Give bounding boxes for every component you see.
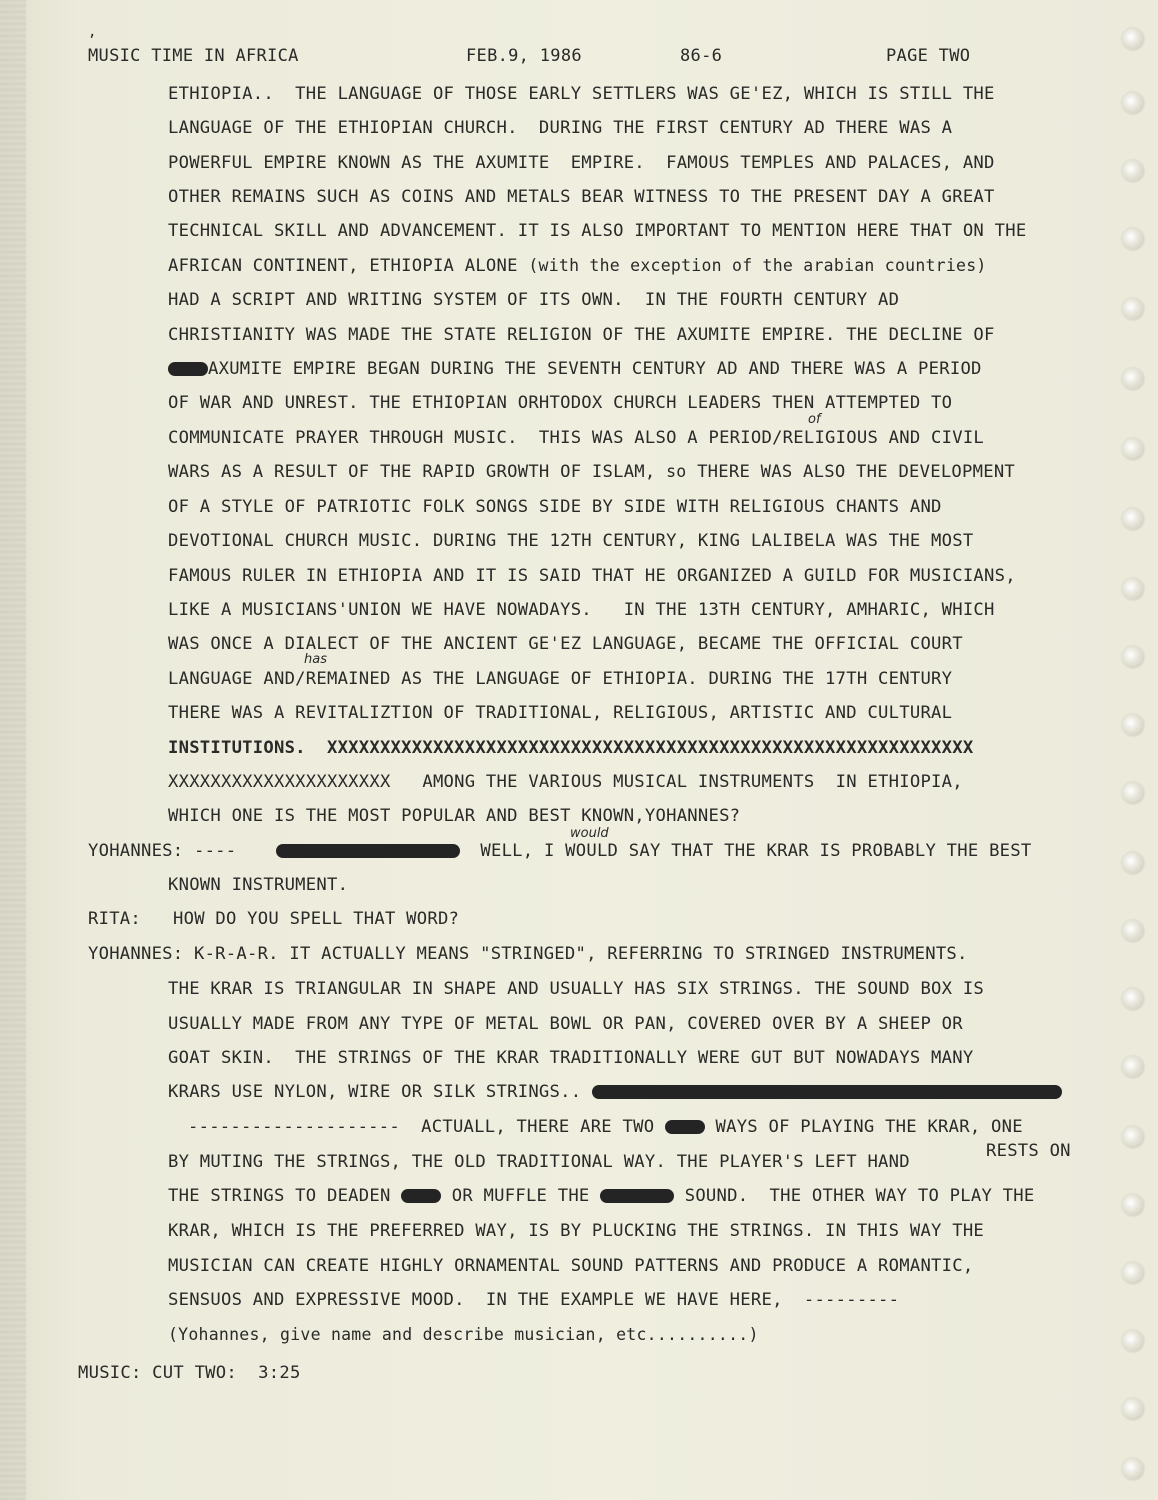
text-line [168, 1185, 1034, 1207]
binder-hole [1122, 438, 1144, 460]
binder-hole [1122, 1458, 1144, 1480]
text-line: MUSICIAN CAN CREATE HIGHLY ORNAMENTAL SOUND PATTERNS AND PRODUCE A ROMANTIC, [168, 1256, 974, 1276]
text-line: ETHIOPIA.. THE LANGUAGE OF THOSE EARLY SETTLERS WAS GE'EZ, WHICH IS STILL THE [168, 84, 995, 104]
redaction-mark [168, 362, 208, 376]
binder-hole [1122, 782, 1144, 804]
dialogue-line [88, 840, 1031, 862]
episode-number: 86-6 [680, 46, 723, 66]
text-segment: SOUND. THE OTHER WAY TO PLAY THE [674, 1186, 1035, 1206]
binder-hole [1122, 920, 1144, 942]
text-segment: WARS AS A RESULT OF THE RAPID GROWTH OF ISLAM, [168, 462, 667, 482]
page-number: PAGE TWO [886, 46, 971, 66]
binder-holes [1122, 22, 1146, 1482]
dialogue-text: WELL, I WOULD SAY THAT THE KRAR IS PROBABLY THE BEST [480, 841, 1032, 861]
music-cue: MUSIC: CUT TWO: 3:25 [78, 1363, 301, 1383]
binder-hole [1122, 646, 1144, 668]
binder-hole [1122, 1330, 1144, 1352]
binder-hole [1122, 988, 1144, 1010]
dialogue-line: YOHANNES: K-R-A-R. IT ACTUALLY MEANS "STRINGED", REFERRING TO STRINGED INSTRUMENTS. [88, 944, 968, 964]
text-segment: THERE WAS ALSO THE DEVELOPMENT [686, 462, 1016, 482]
text-line: FAMOUS RULER IN ETHIOPIA AND IT IS SAID THAT HE ORGANIZED A GUILD FOR MUSICIANS, [168, 566, 1016, 586]
binder-hole [1122, 508, 1144, 530]
text-line: WHICH ONE IS THE MOST POPULAR AND BEST KNOWN,YOHANNES? [168, 806, 741, 826]
text-segment: -------------------- ACTUALL, THERE ARE TWO [188, 1117, 665, 1137]
struck-out-line: INSTITUTIONS. XXXXXXXXXXXXXXXXXXXXXXXXXXXXXXXXXXXXXXXXXXXXXXXXXXXXXXXXXXXXX [168, 738, 974, 758]
text-line: LANGUAGE OF THE ETHIOPIAN CHURCH. DURING THE FIRST CENTURY AD THERE WAS A [168, 118, 953, 138]
text-line: SENSUOS AND EXPRESSIVE MOOD. IN THE EXAMPLE WE HAVE HERE, --------- [168, 1290, 900, 1310]
text-line: THERE WAS A REVITALIZTION OF TRADITIONAL, RELIGIOUS, ARTISTIC AND CULTURAL [168, 703, 953, 723]
text-line: WAS ONCE A DIALECT OF THE ANCIENT GE'EZ LANGUAGE, BECAME THE OFFICIAL COURT [168, 634, 963, 654]
dialogue-text: HOW DO YOU SPELL THAT WORD? [173, 909, 460, 929]
binder-hole [1122, 1126, 1144, 1148]
binder-hole [1122, 578, 1144, 600]
text-line: HAD A SCRIPT AND WRITING SYSTEM OF ITS OWN. IN THE FOURTH CENTURY AD [168, 290, 900, 310]
tick-mark: , [88, 24, 97, 40]
text-line: KRAR, WHICH IS THE PREFERRED WAY, IS BY PLUCKING THE STRINGS. IN THIS WAY THE [168, 1221, 985, 1241]
binder-hole [1122, 298, 1144, 320]
text-line [168, 255, 987, 277]
text-line [168, 461, 1015, 483]
page-header [0, 46, 1158, 72]
text-segment: KRARS USE NYLON, WIRE OR SILK STRINGS.. [168, 1082, 592, 1102]
text-line: KNOWN INSTRUMENT. [168, 875, 349, 895]
binder-hole [1122, 852, 1144, 874]
header-date: FEB.9, 1986 [466, 46, 582, 66]
binder-hole [1122, 1262, 1144, 1284]
binder-hole [1122, 368, 1144, 390]
scanned-left-edge [0, 0, 26, 1500]
text-line: LANGUAGE AND/REMAINED AS THE LANGUAGE OF ETHIOPIA. DURING THE 17TH CENTURY [168, 669, 953, 689]
redaction-mark [600, 1189, 674, 1203]
binder-hole [1122, 1194, 1144, 1216]
text-line: THE KRAR IS TRIANGULAR IN SHAPE AND USUALLY HAS SIX STRINGS. THE SOUND BOX IS [168, 979, 985, 999]
handwritten-insertion: would [570, 826, 609, 841]
text-segment: AFRICAN CONTINENT, ETHIOPIA ALONE [168, 256, 529, 276]
binder-hole [1122, 92, 1144, 114]
text-line [168, 1081, 1062, 1103]
text-line [188, 1116, 1023, 1138]
redaction-mark [276, 844, 460, 858]
text-line: CHRISTIANITY WAS MADE THE STATE RELIGION OF THE AXUMITE EMPIRE. THE DECLINE OF [168, 325, 995, 345]
text-line: XXXXXXXXXXXXXXXXXXXXX AMONG THE VARIOUS MUSICAL INSTRUMENTS IN ETHIOPIA, [168, 772, 963, 792]
text-line: POWERFUL EMPIRE KNOWN AS THE AXUMITE EMPIRE. FAMOUS TEMPLES AND PALACES, AND [168, 153, 995, 173]
text-segment: OR MUFFLE THE [441, 1186, 601, 1206]
text-line: TECHNICAL SKILL AND ADVANCEMENT. IT IS ALSO IMPORTANT TO MENTION HERE THAT ON THE [168, 221, 1027, 241]
binder-hole [1122, 160, 1144, 182]
binder-hole [1122, 714, 1144, 736]
text-line: (Yohannes, give name and describe musician, etc..........) [168, 1325, 759, 1344]
text-line: OF A STYLE OF PATRIOTIC FOLK SONGS SIDE BY SIDE WITH RELIGIOUS CHANTS AND [168, 497, 942, 517]
text-segment: THE STRINGS TO DEADEN [168, 1186, 402, 1206]
text-line: GOAT SKIN. THE STRINGS OF THE KRAR TRADITIONALLY WERE GUT BUT NOWADAYS MANY [168, 1048, 974, 1068]
text-line: COMMUNICATE PRAYER THROUGH MUSIC. THIS WAS ALSO A PERIOD/RELIGIOUS AND CIVIL [168, 428, 985, 448]
handwritten-insertion: has [304, 652, 327, 667]
text-segment: so [666, 462, 687, 481]
binder-hole [1122, 1398, 1144, 1420]
text-line: DEVOTIONAL CHURCH MUSIC. DURING THE 12TH CENTURY, KING LALIBELA WAS THE MOST [168, 531, 974, 551]
text-line: RESTS ON [986, 1141, 1071, 1161]
binder-hole [1122, 228, 1144, 250]
text-line: BY MUTING THE STRINGS, THE OLD TRADITIONAL WAY. THE PLAYER'S LEFT HAND [168, 1152, 910, 1172]
text-line: OF WAR AND UNREST. THE ETHIOPIAN ORHTODOX CHURCH LEADERS THEN ATTEMPTED TO [168, 393, 953, 413]
text-line [168, 358, 982, 380]
text-segment: WAYS OF PLAYING THE KRAR, ONE [704, 1117, 1023, 1137]
text-line: USUALLY MADE FROM ANY TYPE OF METAL BOWL OR PAN, COVERED OVER BY A SHEEP OR [168, 1014, 963, 1034]
text-line: OTHER REMAINS SUCH AS COINS AND METALS BEAR WITNESS TO THE PRESENT DAY A GREAT [168, 187, 995, 207]
speaker-label: RITA: [88, 909, 141, 929]
redaction-mark [665, 1120, 705, 1134]
text-line: LIKE A MUSICIANS'UNION WE HAVE NOWADAYS. IN THE 13TH CENTURY, AMHARIC, WHICH [168, 600, 995, 620]
redaction-mark [592, 1085, 1062, 1099]
handwritten-insertion: of [808, 412, 821, 427]
text-segment: AXUMITE EMPIRE BEGAN DURING THE SEVENTH CENTURY AD AND THERE WAS A PERIOD [208, 359, 982, 379]
binder-hole [1122, 1056, 1144, 1078]
speaker-label: YOHANNES: ---- [88, 841, 237, 861]
text-segment: (with the exception of the arabian countries) [528, 256, 987, 275]
dialogue-line [88, 908, 459, 930]
redaction-mark [401, 1189, 441, 1203]
program-title: MUSIC TIME IN AFRICA [88, 46, 299, 66]
